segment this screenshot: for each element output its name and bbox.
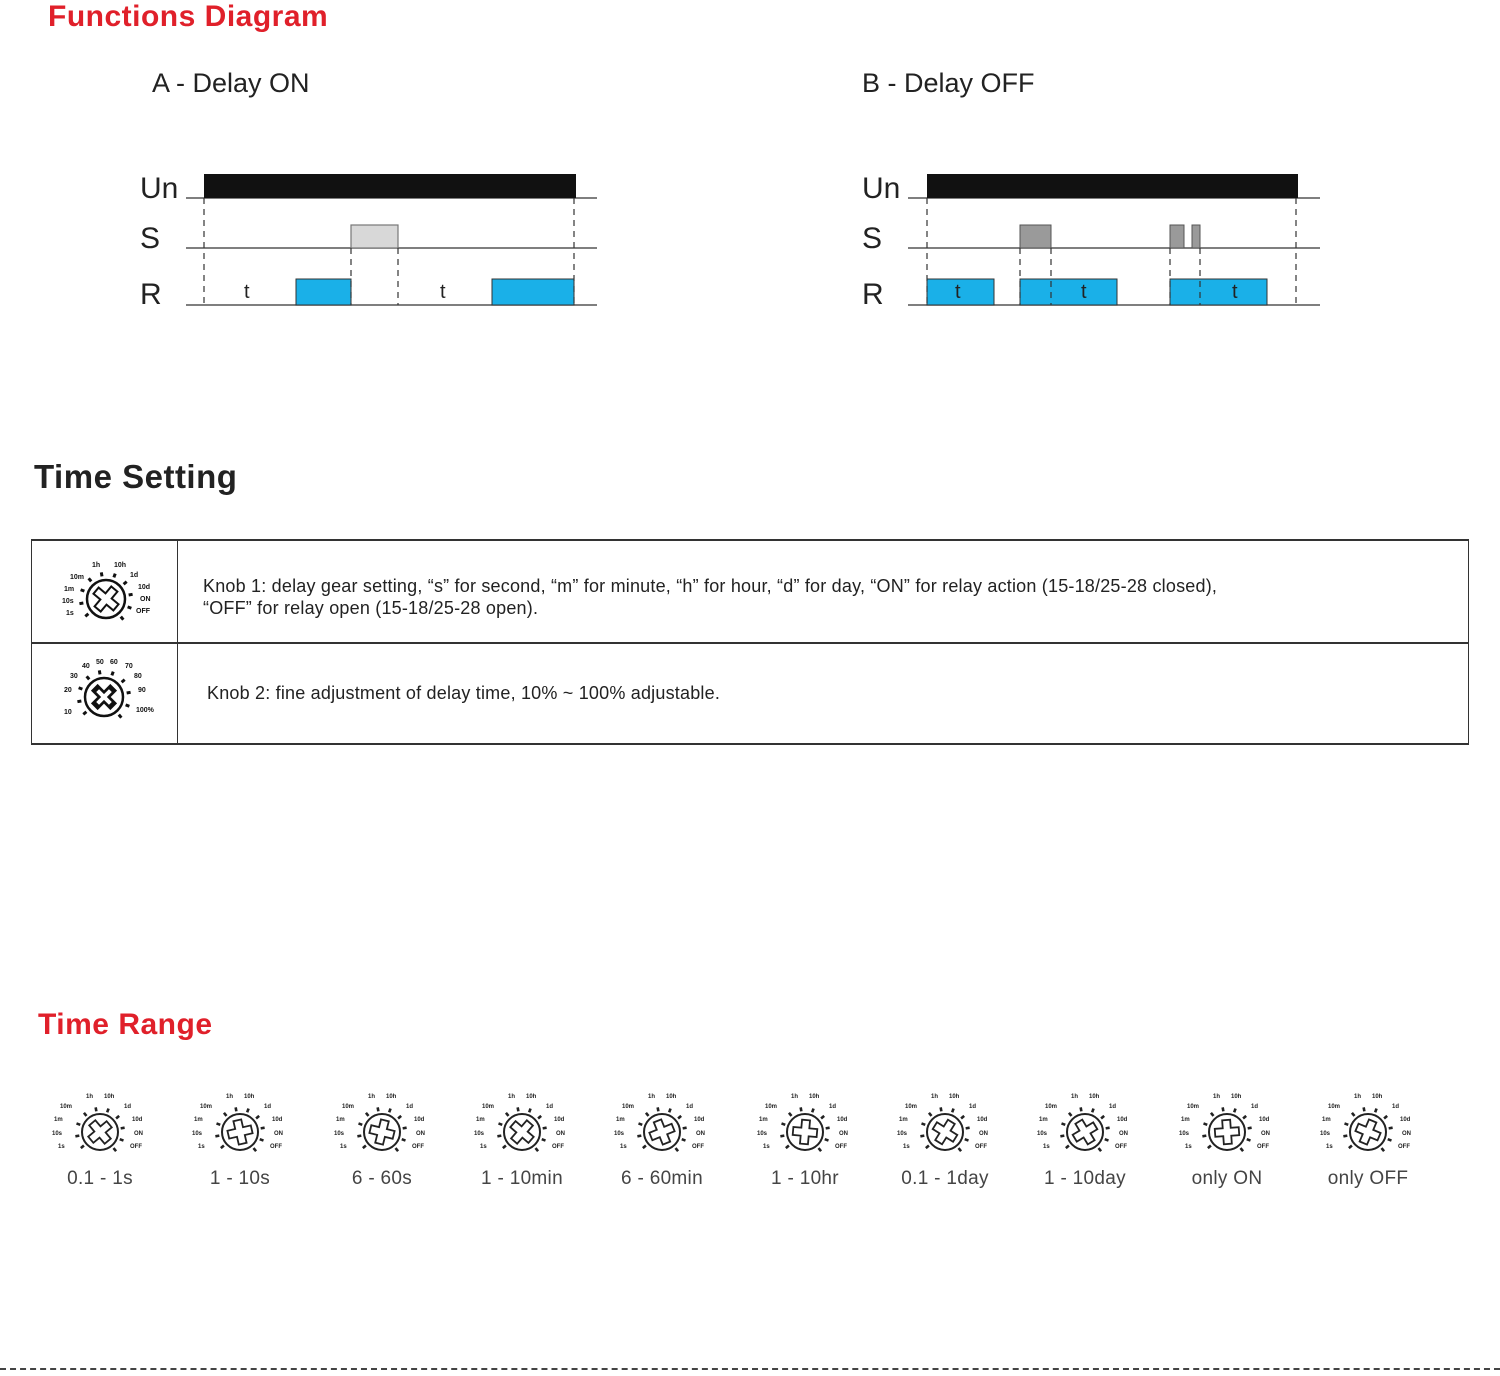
svg-text:10h: 10h <box>526 1094 537 1100</box>
svg-text:1m: 1m <box>1181 1117 1190 1123</box>
svg-text:10h: 10h <box>949 1094 960 1100</box>
svg-text:1s: 1s <box>1326 1144 1333 1150</box>
svg-text:80: 80 <box>134 673 142 680</box>
svg-text:10s: 10s <box>1179 1131 1190 1137</box>
svg-text:1h: 1h <box>86 1094 94 1100</box>
diagram-a-title: A - Delay ON <box>152 68 310 98</box>
svg-text:70: 70 <box>125 663 133 670</box>
svg-text:1s: 1s <box>198 1144 205 1150</box>
svg-text:1h: 1h <box>368 1094 376 1100</box>
range-label: 1 - 10min <box>481 1168 563 1189</box>
svg-text:10h: 10h <box>114 562 127 569</box>
svg-text:1h: 1h <box>648 1094 656 1100</box>
svg-text:1s: 1s <box>763 1144 770 1150</box>
svg-text:1s: 1s <box>620 1144 627 1150</box>
svg-text:1h: 1h <box>791 1094 799 1100</box>
diagram-b-title: B - Delay OFF <box>862 68 1035 98</box>
diagram-b-label-un: Un <box>862 172 901 205</box>
svg-text:10s: 10s <box>474 1131 485 1137</box>
knob1-description-line2: “OFF” for relay open (15-18/25-28 open). <box>203 598 539 618</box>
svg-text:1m: 1m <box>1322 1117 1331 1123</box>
svg-text:10h: 10h <box>666 1094 677 1100</box>
svg-text:ON: ON <box>1261 1131 1270 1137</box>
svg-text:10s: 10s <box>614 1131 625 1137</box>
svg-text:1h: 1h <box>1213 1094 1221 1100</box>
svg-text:10s: 10s <box>897 1131 908 1137</box>
diagram-a-label-un: Un <box>140 172 179 205</box>
svg-text:10h: 10h <box>1372 1094 1383 1100</box>
svg-text:10d: 10d <box>1400 1117 1411 1123</box>
diagram-b-t-label-1: t <box>955 281 961 303</box>
range-label: 6 - 60s <box>351 1168 413 1189</box>
svg-text:1s: 1s <box>1043 1144 1050 1150</box>
svg-text:1d: 1d <box>124 1104 132 1110</box>
diagram-a-s-pulse <box>351 225 398 248</box>
range-label: only ON <box>1191 1168 1263 1189</box>
svg-text:ON: ON <box>979 1131 988 1137</box>
svg-text:OFF: OFF <box>975 1144 987 1150</box>
range-dial-icon <box>48 1088 158 1160</box>
svg-text:10h: 10h <box>809 1094 820 1100</box>
svg-text:1m: 1m <box>899 1117 908 1123</box>
svg-text:1d: 1d <box>130 572 139 579</box>
svg-text:ON: ON <box>839 1131 848 1137</box>
svg-text:10h: 10h <box>244 1094 255 1100</box>
svg-text:1m: 1m <box>759 1117 768 1123</box>
svg-text:1d: 1d <box>969 1104 977 1110</box>
svg-text:10m: 10m <box>905 1104 918 1110</box>
range-dial-icon <box>610 1088 720 1160</box>
svg-text:90: 90 <box>138 687 146 694</box>
svg-text:10d: 10d <box>694 1117 705 1123</box>
table-row <box>32 541 1468 644</box>
knob1-dial-icon <box>32 541 178 642</box>
svg-text:10d: 10d <box>272 1117 283 1123</box>
svg-text:1d: 1d <box>264 1104 272 1110</box>
svg-text:1h: 1h <box>92 562 101 569</box>
svg-text:1s: 1s <box>480 1144 487 1150</box>
range-label: 6 - 60min <box>621 1168 703 1189</box>
svg-text:1d: 1d <box>1251 1104 1259 1110</box>
svg-text:10m: 10m <box>1328 1104 1341 1110</box>
svg-text:1d: 1d <box>406 1104 414 1110</box>
svg-text:1m: 1m <box>194 1117 203 1123</box>
diagram-b-r-pulse-3 <box>1170 279 1267 305</box>
svg-text:10: 10 <box>64 709 72 716</box>
svg-text:10h: 10h <box>386 1094 397 1100</box>
diagram-a-t-label-1: t <box>244 281 250 303</box>
svg-text:10d: 10d <box>132 1117 143 1123</box>
range-dial-icon <box>1316 1088 1426 1160</box>
svg-text:100%: 100% <box>136 707 154 714</box>
svg-text:10m: 10m <box>60 1104 73 1110</box>
svg-text:1h: 1h <box>1071 1094 1079 1100</box>
svg-text:10m: 10m <box>200 1104 213 1110</box>
range-label: 1 - 10s <box>209 1168 271 1189</box>
svg-text:10s: 10s <box>52 1131 63 1137</box>
svg-text:OFF: OFF <box>692 1144 704 1150</box>
bottom-dashed-divider <box>0 1368 1500 1370</box>
svg-text:1m: 1m <box>616 1117 625 1123</box>
svg-text:1d: 1d <box>1109 1104 1117 1110</box>
svg-text:10s: 10s <box>192 1131 203 1137</box>
svg-text:OFF: OFF <box>412 1144 424 1150</box>
diagram-b-r-pulse-2 <box>1020 279 1117 305</box>
svg-text:10m: 10m <box>765 1104 778 1110</box>
svg-text:10s: 10s <box>1320 1131 1331 1137</box>
svg-text:10m: 10m <box>482 1104 495 1110</box>
svg-text:ON: ON <box>1402 1131 1411 1137</box>
range-dial-icon <box>1033 1088 1143 1160</box>
svg-text:1d: 1d <box>829 1104 837 1110</box>
table-row <box>32 644 1468 745</box>
svg-text:10s: 10s <box>1037 1131 1048 1137</box>
svg-text:10d: 10d <box>977 1117 988 1123</box>
svg-text:OFF: OFF <box>552 1144 564 1150</box>
diagram-b-s-pulse-1 <box>1020 225 1051 248</box>
svg-text:10h: 10h <box>104 1094 115 1100</box>
svg-text:40: 40 <box>82 663 90 670</box>
svg-text:10m: 10m <box>1045 1104 1058 1110</box>
svg-text:10d: 10d <box>837 1117 848 1123</box>
svg-text:ON: ON <box>416 1131 425 1137</box>
svg-text:1h: 1h <box>508 1094 516 1100</box>
svg-text:1m: 1m <box>54 1117 63 1123</box>
diagram-b-un-pulse <box>927 174 1298 198</box>
svg-text:10m: 10m <box>70 574 85 581</box>
svg-text:OFF: OFF <box>130 1144 142 1150</box>
svg-text:OFF: OFF <box>1115 1144 1127 1150</box>
svg-text:1s: 1s <box>66 610 74 617</box>
diagram-b-label-r: R <box>862 278 884 311</box>
range-dial-icon <box>753 1088 863 1160</box>
diagram-b-t-label-3: t <box>1232 281 1238 303</box>
svg-text:10h: 10h <box>1231 1094 1242 1100</box>
svg-text:1s: 1s <box>903 1144 910 1150</box>
svg-text:OFF: OFF <box>1257 1144 1269 1150</box>
knob1-icon-cell <box>32 541 178 642</box>
svg-text:10s: 10s <box>62 598 74 605</box>
diagram-b-t-label-2: t <box>1081 281 1087 303</box>
svg-text:ON: ON <box>1119 1131 1128 1137</box>
svg-text:10m: 10m <box>342 1104 355 1110</box>
diagram-a-label-s: S <box>140 222 161 255</box>
svg-text:1m: 1m <box>476 1117 485 1123</box>
diagram-b-timing <box>900 165 1330 315</box>
range-dial-icon <box>1175 1088 1285 1160</box>
diagram-b-label-s: S <box>862 222 883 255</box>
svg-text:OFF: OFF <box>835 1144 847 1150</box>
diagram-a-r-pulse-2 <box>492 279 574 305</box>
svg-text:ON: ON <box>696 1131 705 1137</box>
svg-text:ON: ON <box>140 596 151 603</box>
svg-text:50: 50 <box>96 659 104 666</box>
svg-text:10d: 10d <box>1259 1117 1270 1123</box>
range-label: 1 - 10day <box>1044 1168 1126 1189</box>
svg-text:1d: 1d <box>1392 1104 1400 1110</box>
svg-text:10d: 10d <box>414 1117 425 1123</box>
svg-text:1m: 1m <box>336 1117 345 1123</box>
time-setting-heading: Time Setting <box>34 458 238 495</box>
range-dial-icon <box>330 1088 440 1160</box>
knob2-icon-cell <box>32 644 178 745</box>
svg-text:20: 20 <box>64 687 72 694</box>
time-range-heading: Time Range <box>38 1008 213 1041</box>
svg-text:10s: 10s <box>757 1131 768 1137</box>
svg-text:30: 30 <box>70 673 78 680</box>
diagram-a-un-pulse <box>204 174 576 198</box>
svg-text:10s: 10s <box>334 1131 345 1137</box>
svg-text:ON: ON <box>134 1131 143 1137</box>
svg-text:1m: 1m <box>64 586 75 593</box>
range-dial-icon <box>893 1088 1003 1160</box>
svg-text:ON: ON <box>274 1131 283 1137</box>
knob1-description-line1: Knob 1: delay gear setting, “s” for second, “m” for minute, “h” for hour, “d” for day, “ON” for relay action (15-18/25-28 closed), <box>203 576 1218 596</box>
time-setting-table <box>31 539 1469 745</box>
svg-text:1s: 1s <box>58 1144 65 1150</box>
knob2-dial-icon <box>32 644 178 745</box>
diagram-b-s-pulse-3 <box>1192 225 1200 248</box>
svg-text:1s: 1s <box>1185 1144 1192 1150</box>
diagram-a-label-r: R <box>140 278 162 311</box>
svg-text:1m: 1m <box>1039 1117 1048 1123</box>
svg-text:10m: 10m <box>1187 1104 1200 1110</box>
svg-text:ON: ON <box>556 1131 565 1137</box>
range-label: only OFF <box>1327 1168 1409 1189</box>
diagram-a-r-pulse-1 <box>296 279 351 305</box>
functions-heading: Functions Diagram <box>48 0 329 33</box>
svg-text:10d: 10d <box>138 584 151 591</box>
svg-text:1s: 1s <box>340 1144 347 1150</box>
svg-text:10m: 10m <box>622 1104 635 1110</box>
diagram-a-t-label-2: t <box>440 281 446 303</box>
range-label: 0.1 - 1s <box>67 1168 133 1189</box>
range-dial-icon <box>188 1088 298 1160</box>
range-label: 0.1 - 1day <box>901 1168 989 1189</box>
svg-text:1d: 1d <box>686 1104 694 1110</box>
diagram-b-s-pulse-2 <box>1170 225 1184 248</box>
svg-text:10d: 10d <box>554 1117 565 1123</box>
svg-text:1h: 1h <box>931 1094 939 1100</box>
svg-text:10h: 10h <box>1089 1094 1100 1100</box>
svg-text:60: 60 <box>110 659 118 666</box>
range-dial-icon <box>470 1088 580 1160</box>
svg-text:OFF: OFF <box>136 608 150 615</box>
knob2-description: Knob 2: fine adjustment of delay time, 10% ~ 100% adjustable. <box>207 683 721 703</box>
svg-text:1h: 1h <box>1354 1094 1362 1100</box>
svg-text:10d: 10d <box>1117 1117 1128 1123</box>
svg-text:OFF: OFF <box>1398 1144 1410 1150</box>
range-label: 1 - 10hr <box>771 1168 839 1189</box>
svg-text:OFF: OFF <box>270 1144 282 1150</box>
svg-text:1d: 1d <box>546 1104 554 1110</box>
svg-text:1h: 1h <box>226 1094 234 1100</box>
